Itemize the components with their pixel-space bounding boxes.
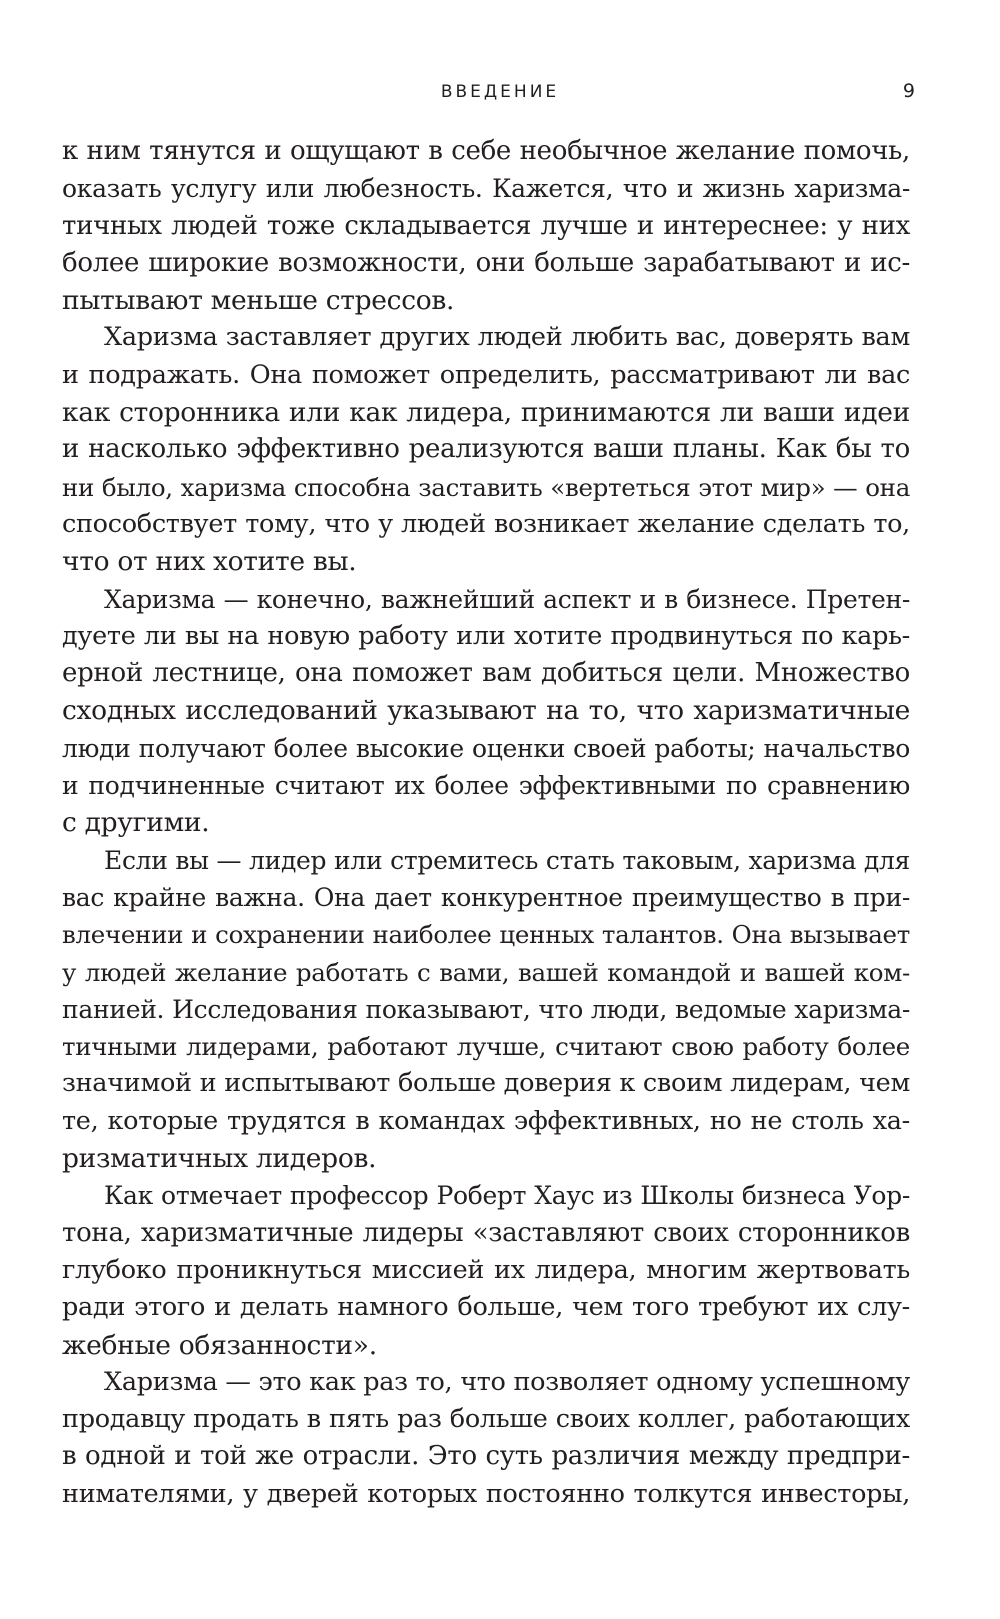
text-line: и подражать. Она поможет определить, рассматривают ли вас	[62, 359, 910, 390]
text-line: и подчиненные считают их более эффективными по сравнению	[62, 771, 910, 801]
paragraph	[62, 319, 910, 580]
text-line: в одной и той же отрасли. Это суть различия между предпри-	[62, 1441, 910, 1472]
text-line: те, которые трудятся в командах эффективных, но не столь ха-	[62, 1105, 910, 1136]
text-line: пытывают меньше стрессов.	[62, 285, 455, 317]
text-line: к ним тянутся и ощущают в себе необычное желание помочь,	[62, 136, 910, 166]
text-line: с другими.	[62, 807, 210, 839]
text-line: тичными лидерами, работают лучше, считают свою работу более	[62, 1032, 910, 1062]
paragraph	[62, 1177, 910, 1363]
text-line: панией. Исследования показывают, что люди, ведомые харизма-	[62, 994, 910, 1024]
text-line: дуете ли вы на новую работу или хотите продвинуться по карь-	[62, 620, 910, 651]
text-line: нимателями, у дверей которых постоянно толкутся инвесторы,	[62, 1478, 910, 1509]
text-line: глубоко проникнуться миссией их лидера, многим жертвовать	[62, 1254, 910, 1285]
text-line: у людей желание работать с вами, вашей командой и вашей ком-	[62, 957, 910, 987]
text-line: влечении и сохранении наиболее ценных талантов. Она вызывает	[62, 920, 910, 950]
text-line: как сторонника или как лидера, принимаются ли ваши идеи	[62, 397, 910, 429]
text-line: тичных людей тоже складывается лучше и интереснее: у них	[62, 210, 910, 241]
text-line: Харизма — это как раз то, что позволяет одному успешному	[104, 1366, 910, 1397]
body-text	[62, 133, 910, 1513]
text-line: и насколько эффективно реализуются ваши планы. Как бы то	[62, 434, 910, 465]
text-line: ризматичных лидеров.	[62, 1143, 377, 1175]
running-head	[0, 80, 1000, 110]
text-line: тона, харизматичные лидеры «заставляют своих сторонников	[62, 1217, 910, 1248]
text-line: оказать услугу или любезность. Кажется, что и жизнь харизма-	[62, 174, 910, 204]
text-line: жебные обязанности».	[62, 1329, 377, 1361]
text-line: что от них хотите вы.	[62, 546, 357, 578]
paragraph	[62, 581, 910, 842]
text-line: вас крайне важна. Она дает конкурентное преимущество в при-	[62, 882, 910, 912]
text-line: продавцу продать в пять раз больше своих коллег, работающих	[62, 1404, 910, 1435]
text-line: люди получают более высокие оценки своей работы; начальство	[62, 733, 910, 763]
text-line: ни было, харизма способна заставить «вертеться этот мир» — она	[62, 472, 910, 502]
text-line: Как отмечает профессор Роберт Хаус из Школы бизнеса Уор-	[104, 1181, 910, 1211]
running-head-section-title: ВВЕДЕНИЕ	[440, 82, 560, 102]
text-line: более широкие возможности, они больше зарабатывают и ис-	[62, 247, 910, 278]
text-line: значимой и испытывают больше доверия к своим лидерам, чем	[62, 1068, 910, 1099]
paragraph	[62, 133, 910, 319]
text-line: Харизма — конечно, важнейший аспект и в бизнесе. Претен-	[104, 584, 910, 614]
text-line: сходных исследований указывают на то, что харизматичные	[62, 695, 910, 727]
paragraph	[62, 1364, 910, 1513]
text-line: ерной лестнице, она поможет вам добиться цели. Множество	[62, 658, 910, 689]
text-line: способствует тому, что у людей возникает желание сделать то,	[62, 508, 910, 539]
page-number: 9	[902, 80, 915, 102]
text-line: ради этого и делать намного больше, чем того требуют их слу-	[62, 1292, 910, 1323]
text-line: Если вы — лидер или стремитесь стать таковым, харизма для	[104, 845, 910, 875]
text-line: Харизма заставляет других людей любить вас, доверять вам	[104, 322, 910, 353]
paragraph	[62, 842, 910, 1178]
